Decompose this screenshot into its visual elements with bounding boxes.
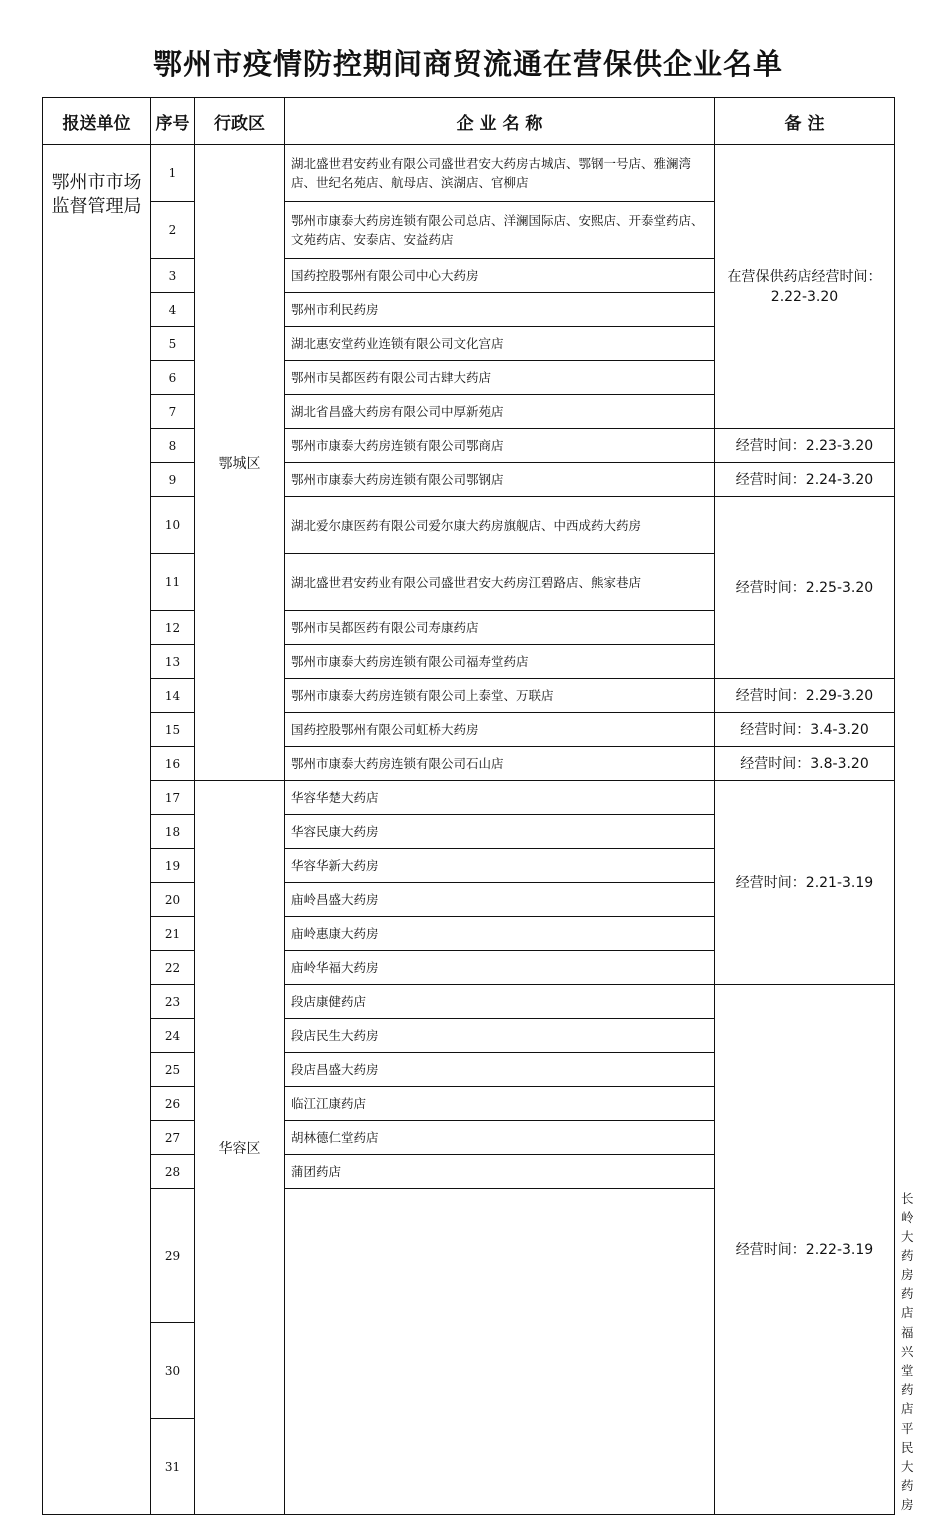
seq-cell: 7 bbox=[151, 395, 195, 429]
enterprise-name-cell: 湖北盛世君安药业有限公司盛世君安大药房古城店、鄂钢一号店、雅澜湾店、世纪名苑店、航母店、滨湖店、官柳店 bbox=[285, 145, 715, 202]
seq-cell: 25 bbox=[151, 1053, 195, 1087]
seq-cell: 2 bbox=[151, 202, 195, 259]
seq-cell: 13 bbox=[151, 645, 195, 679]
enterprise-name-cell: 胡林德仁堂药店 bbox=[285, 1121, 715, 1155]
enterprise-name-cell: 湖北省昌盛大药房有限公司中厚新苑店 bbox=[285, 395, 715, 429]
note-cell: 经营时间：2.25-3.20 bbox=[715, 497, 895, 679]
seq-cell: 21 bbox=[151, 917, 195, 951]
enterprise-name-cell: 华容华楚大药店 bbox=[285, 781, 715, 815]
note-cell: 经营时间：2.29-3.20 bbox=[715, 679, 895, 713]
seq-cell: 30 bbox=[151, 1323, 195, 1419]
enterprise-name-cell: 湖北盛世君安药业有限公司盛世君安大药房江碧路店、熊家巷店 bbox=[285, 554, 715, 611]
table-row bbox=[43, 145, 895, 202]
seq-cell: 20 bbox=[151, 883, 195, 917]
seq-cell: 22 bbox=[151, 951, 195, 985]
enterprise-name-cell: 国药控股鄂州有限公司中心大药房 bbox=[285, 259, 715, 293]
header-district: 行政区 bbox=[195, 98, 285, 145]
district-cell-empty bbox=[285, 1189, 715, 1515]
table-row bbox=[43, 463, 895, 497]
district-cell: 鄂城区 bbox=[195, 145, 285, 781]
seq-cell: 10 bbox=[151, 497, 195, 554]
district-cell: 华容区 bbox=[195, 781, 285, 1515]
seq-cell: 29 bbox=[151, 1189, 195, 1323]
seq-cell: 11 bbox=[151, 554, 195, 611]
reporting-unit-label: 鄂州市市场监督管理局 bbox=[51, 172, 142, 217]
enterprise-name-cell: 鄂州市康泰大药房连锁有限公司总店、洋澜国际店、安熙店、开泰堂药店、文苑药店、安泰店、安益药店 bbox=[285, 202, 715, 259]
table-row bbox=[43, 747, 895, 781]
seq-cell: 19 bbox=[151, 849, 195, 883]
note-cell: 经营时间：2.21-3.19 bbox=[715, 781, 895, 985]
seq-cell: 1 bbox=[151, 145, 195, 202]
note-cell: 经营时间：2.23-3.20 bbox=[715, 429, 895, 463]
enterprise-name-cell: 段店民生大药房 bbox=[285, 1019, 715, 1053]
note-cell: 经营时间：3.4-3.20 bbox=[715, 713, 895, 747]
seq-cell: 26 bbox=[151, 1087, 195, 1121]
seq-cell: 28 bbox=[151, 1155, 195, 1189]
table-row bbox=[43, 679, 895, 713]
table-header-row bbox=[43, 98, 895, 145]
enterprise-name-cell: 鄂州市康泰大药房连锁有限公司鄂商店 bbox=[285, 429, 715, 463]
seq-cell: 18 bbox=[151, 815, 195, 849]
seq-cell: 15 bbox=[151, 713, 195, 747]
enterprise-name-cell: 鄂州市吴都医药有限公司寿康药店 bbox=[285, 611, 715, 645]
table-row: 31 平民大药房 bbox=[43, 1419, 895, 1515]
header-note: 备 注 bbox=[715, 98, 895, 145]
enterprise-name-cell: 国药控股鄂州有限公司虹桥大药房 bbox=[285, 713, 715, 747]
enterprise-name-cell: 华容华新大药房 bbox=[285, 849, 715, 883]
note-cell: 在营保供药店经营时间：2.22-3.20 bbox=[715, 145, 895, 429]
enterprise-name-cell: 鄂州市康泰大药房连锁有限公司福寿堂药店 bbox=[285, 645, 715, 679]
header-reporting-unit: 报送单位 bbox=[43, 98, 151, 145]
enterprise-name-cell: 鄂州市康泰大药房连锁有限公司石山店 bbox=[285, 747, 715, 781]
seq-cell: 24 bbox=[151, 1019, 195, 1053]
enterprise-name-cell: 庙岭华福大药房 bbox=[285, 951, 715, 985]
seq-cell: 17 bbox=[151, 781, 195, 815]
enterprise-name-cell: 段店康健药店 bbox=[285, 985, 715, 1019]
header-enterprise-name: 企 业 名 称 bbox=[285, 98, 715, 145]
enterprise-name-cell: 蒲团药店 bbox=[285, 1155, 715, 1189]
table-row bbox=[43, 497, 895, 554]
seq-cell: 8 bbox=[151, 429, 195, 463]
seq-cell: 23 bbox=[151, 985, 195, 1019]
header-seq: 序号 bbox=[151, 98, 195, 145]
enterprise-table bbox=[42, 97, 914, 1515]
seq-cell: 16 bbox=[151, 747, 195, 781]
seq-cell: 31 bbox=[151, 1419, 195, 1515]
enterprise-name-cell: 临江江康药店 bbox=[285, 1087, 715, 1121]
reporting-unit-cell bbox=[43, 145, 151, 1515]
seq-cell: 6 bbox=[151, 361, 195, 395]
table-row bbox=[43, 713, 895, 747]
seq-cell: 5 bbox=[151, 327, 195, 361]
document-title: 鄂州市疫情防控期间商贸流通在营保供企业名单 bbox=[152, 47, 783, 81]
enterprise-name-cell: 段店昌盛大药房 bbox=[285, 1053, 715, 1087]
enterprise-name-cell: 鄂州市康泰大药房连锁有限公司鄂钢店 bbox=[285, 463, 715, 497]
table-row bbox=[43, 429, 895, 463]
seq-cell: 4 bbox=[151, 293, 195, 327]
enterprise-name-cell: 庙岭昌盛大药房 bbox=[285, 883, 715, 917]
enterprise-name-cell: 鄂州市利民药房 bbox=[285, 293, 715, 327]
table-row bbox=[43, 985, 895, 1019]
enterprise-name-cell: 湖北爱尔康医药有限公司爱尔康大药房旗舰店、中西成药大药房 bbox=[285, 497, 715, 554]
table-row: 30 福兴堂药店 bbox=[43, 1323, 895, 1419]
note-cell: 经营时间：3.8-3.20 bbox=[715, 747, 895, 781]
seq-cell: 3 bbox=[151, 259, 195, 293]
seq-cell: 27 bbox=[151, 1121, 195, 1155]
table-row: 29 长岭大药房药店 bbox=[43, 1189, 895, 1323]
enterprise-name-cell: 鄂州市吴都医药有限公司古肆大药店 bbox=[285, 361, 715, 395]
note-cell: 经营时间：2.22-3.19 bbox=[715, 985, 895, 1515]
enterprise-name-cell: 湖北惠安堂药业连锁有限公司文化宫店 bbox=[285, 327, 715, 361]
seq-cell: 12 bbox=[151, 611, 195, 645]
note-cell: 经营时间：2.24-3.20 bbox=[715, 463, 895, 497]
enterprise-name-cell: 庙岭惠康大药房 bbox=[285, 917, 715, 951]
seq-cell: 9 bbox=[151, 463, 195, 497]
table-row bbox=[43, 781, 895, 815]
enterprise-name-cell: 华容民康大药房 bbox=[285, 815, 715, 849]
enterprise-name-cell: 鄂州市康泰大药房连锁有限公司上泰堂、万联店 bbox=[285, 679, 715, 713]
seq-cell: 14 bbox=[151, 679, 195, 713]
